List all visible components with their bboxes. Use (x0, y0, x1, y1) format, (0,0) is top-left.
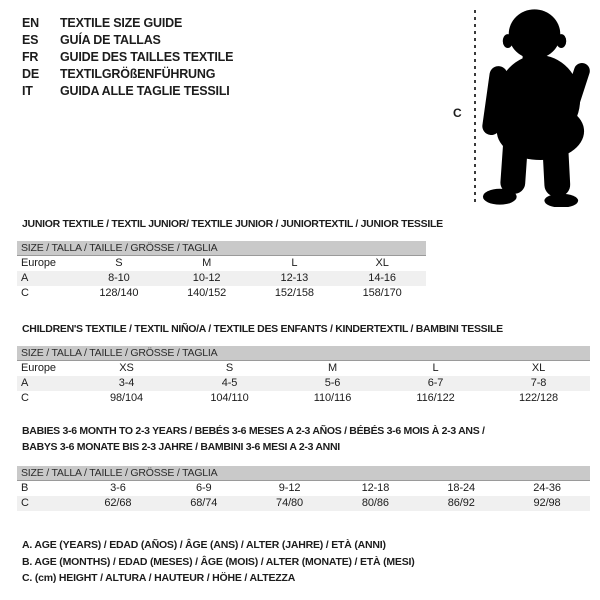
height-measure-label: C (453, 106, 462, 120)
size-header-bar: SIZE / TALLA / TAILLE / GRÖSSE / TAGLIA (17, 241, 426, 256)
language-row-es (22, 32, 233, 49)
table-cell: XL (531, 362, 546, 374)
row-label: Europe (21, 257, 56, 269)
table-cell: 98/104 (109, 392, 144, 404)
table-cell: XL (375, 257, 389, 269)
table-cell: 8-10 (108, 272, 130, 284)
table-cell: XS (119, 362, 134, 374)
table-cell: 5-6 (324, 377, 341, 389)
table-cell: 152/158 (274, 287, 314, 299)
table-cell: 12-18 (361, 482, 390, 494)
section-childrens-textile (17, 321, 590, 406)
section-title: CHILDREN'S TEXTILE / TEXTIL NIÑO/A / TEXTILE DES ENFANTS / KINDERTEXTIL / BAMBINI TESSILE (22, 323, 503, 335)
section-title: JUNIOR TEXTILE / TEXTIL JUNIOR/ TEXTILE JUNIOR / JUNIORTEXTIL / JUNIOR TESSILE (22, 218, 443, 230)
table-cell: 6-7 (427, 377, 444, 389)
table-cell: 18-24 (447, 482, 476, 494)
language-code: FR (22, 50, 39, 64)
row-label: A (21, 272, 29, 284)
table-cell: 62/68 (104, 497, 132, 509)
table-cell: 14-16 (368, 272, 396, 284)
language-title: TEXTILE SIZE GUIDE (60, 16, 183, 30)
table-cell: 3-6 (110, 482, 126, 494)
table-cell: 74/80 (276, 497, 304, 509)
row-label: A (21, 377, 29, 389)
language-row-it (22, 83, 233, 100)
table-cell: S (115, 257, 123, 269)
table-cell: M (327, 362, 338, 374)
section-title-line-2: BABYS 3-6 MONATE BIS 2-3 JAHRE / BAMBINI 3-6 MESI A 2-3 ANNI (22, 441, 340, 453)
language-row-en (22, 15, 233, 32)
table-cell: 86/92 (447, 497, 475, 509)
section-junior-textile (17, 216, 443, 301)
table-cell: 3-4 (118, 377, 135, 389)
table-cell: 158/170 (362, 287, 402, 299)
language-row-de (22, 66, 233, 83)
legend-note-c: C. (cm) HEIGHT / ALTURA / HAUTEUR / HÖHE / ALTEZZA (22, 572, 296, 584)
table-cell: 128/140 (99, 287, 139, 299)
size-header-bar: SIZE / TALLA / TAILLE / GRÖSSE / TAGLIA (17, 346, 590, 361)
legend-notes (22, 537, 415, 587)
height-measure-dashed-line (474, 10, 476, 206)
language-code: ES (22, 33, 39, 47)
table-cell: 140/152 (187, 287, 227, 299)
size-table (17, 361, 590, 406)
table-cell: L (291, 257, 298, 269)
table-cell: 4-5 (221, 377, 238, 389)
row-label: C (21, 287, 29, 299)
legend-note-a: A. AGE (YEARS) / EDAD (AÑOS) / ÂGE (ANS) / ALTER (JAHRE) / ETÀ (ANNI) (22, 539, 386, 551)
language-code: DE (22, 67, 39, 81)
language-title: GUÍA DE TALLAS (60, 33, 161, 47)
section-babies-textile (17, 423, 590, 511)
language-title: TEXTILGRÖßENFÜHRUNG (60, 67, 216, 81)
table-cell: 116/122 (416, 392, 455, 404)
table-cell: 7-8 (530, 377, 547, 389)
table-cell: 122/128 (518, 392, 559, 404)
table-cell: 6-9 (195, 482, 212, 494)
table-row-c (17, 286, 426, 301)
language-code: EN (22, 16, 39, 30)
table-cell: S (225, 362, 234, 374)
table-cell: 9-12 (278, 482, 301, 494)
table-row-c (17, 391, 590, 406)
language-code: IT (22, 84, 33, 98)
size-header-bar: SIZE / TALLA / TAILLE / GRÖSSE / TAGLIA (17, 466, 590, 481)
table-cell: 12-13 (280, 272, 309, 284)
size-table (17, 481, 590, 511)
table-cell: 110/116 (313, 392, 352, 404)
row-label: Europe (21, 362, 56, 374)
baby-silhouette-icon (478, 8, 592, 207)
language-title-list (22, 15, 233, 100)
language-title: GUIDA ALLE TAGLIE TESSILI (60, 84, 230, 98)
table-cell: 24-36 (533, 482, 561, 494)
table-cell: 10-12 (192, 272, 221, 284)
table-cell: 80/86 (361, 497, 389, 509)
row-label: C (21, 497, 29, 509)
size-table (17, 256, 426, 301)
table-row-europe (17, 361, 590, 376)
table-cell: M (202, 257, 212, 269)
language-title: GUIDE DES TAILLES TEXTILE (60, 50, 234, 64)
table-row-a (17, 376, 590, 391)
table-cell: 104/110 (210, 392, 249, 404)
section-title-line-1: BABIES 3-6 MONTH TO 2-3 YEARS / BEBÉS 3-6 MESES A 2-3 AÑOS / BÉBÉS 3-6 MOIS À 2-3 ANS / (22, 425, 485, 437)
table-row-c (17, 496, 590, 511)
table-cell: L (432, 362, 439, 374)
language-row-fr (22, 49, 233, 66)
row-label: C (21, 392, 29, 404)
row-label: B (21, 482, 29, 494)
table-row-b (17, 481, 590, 496)
table-row-a (17, 271, 426, 286)
table-cell: 92/98 (533, 497, 561, 509)
table-cell: 68/74 (190, 497, 218, 509)
table-row-europe (17, 256, 426, 271)
legend-note-b: B. AGE (MONTHS) / EDAD (MESES) / ÂGE (MOIS) / ALTER (MONATE) / ETÀ (MESI) (22, 555, 415, 568)
